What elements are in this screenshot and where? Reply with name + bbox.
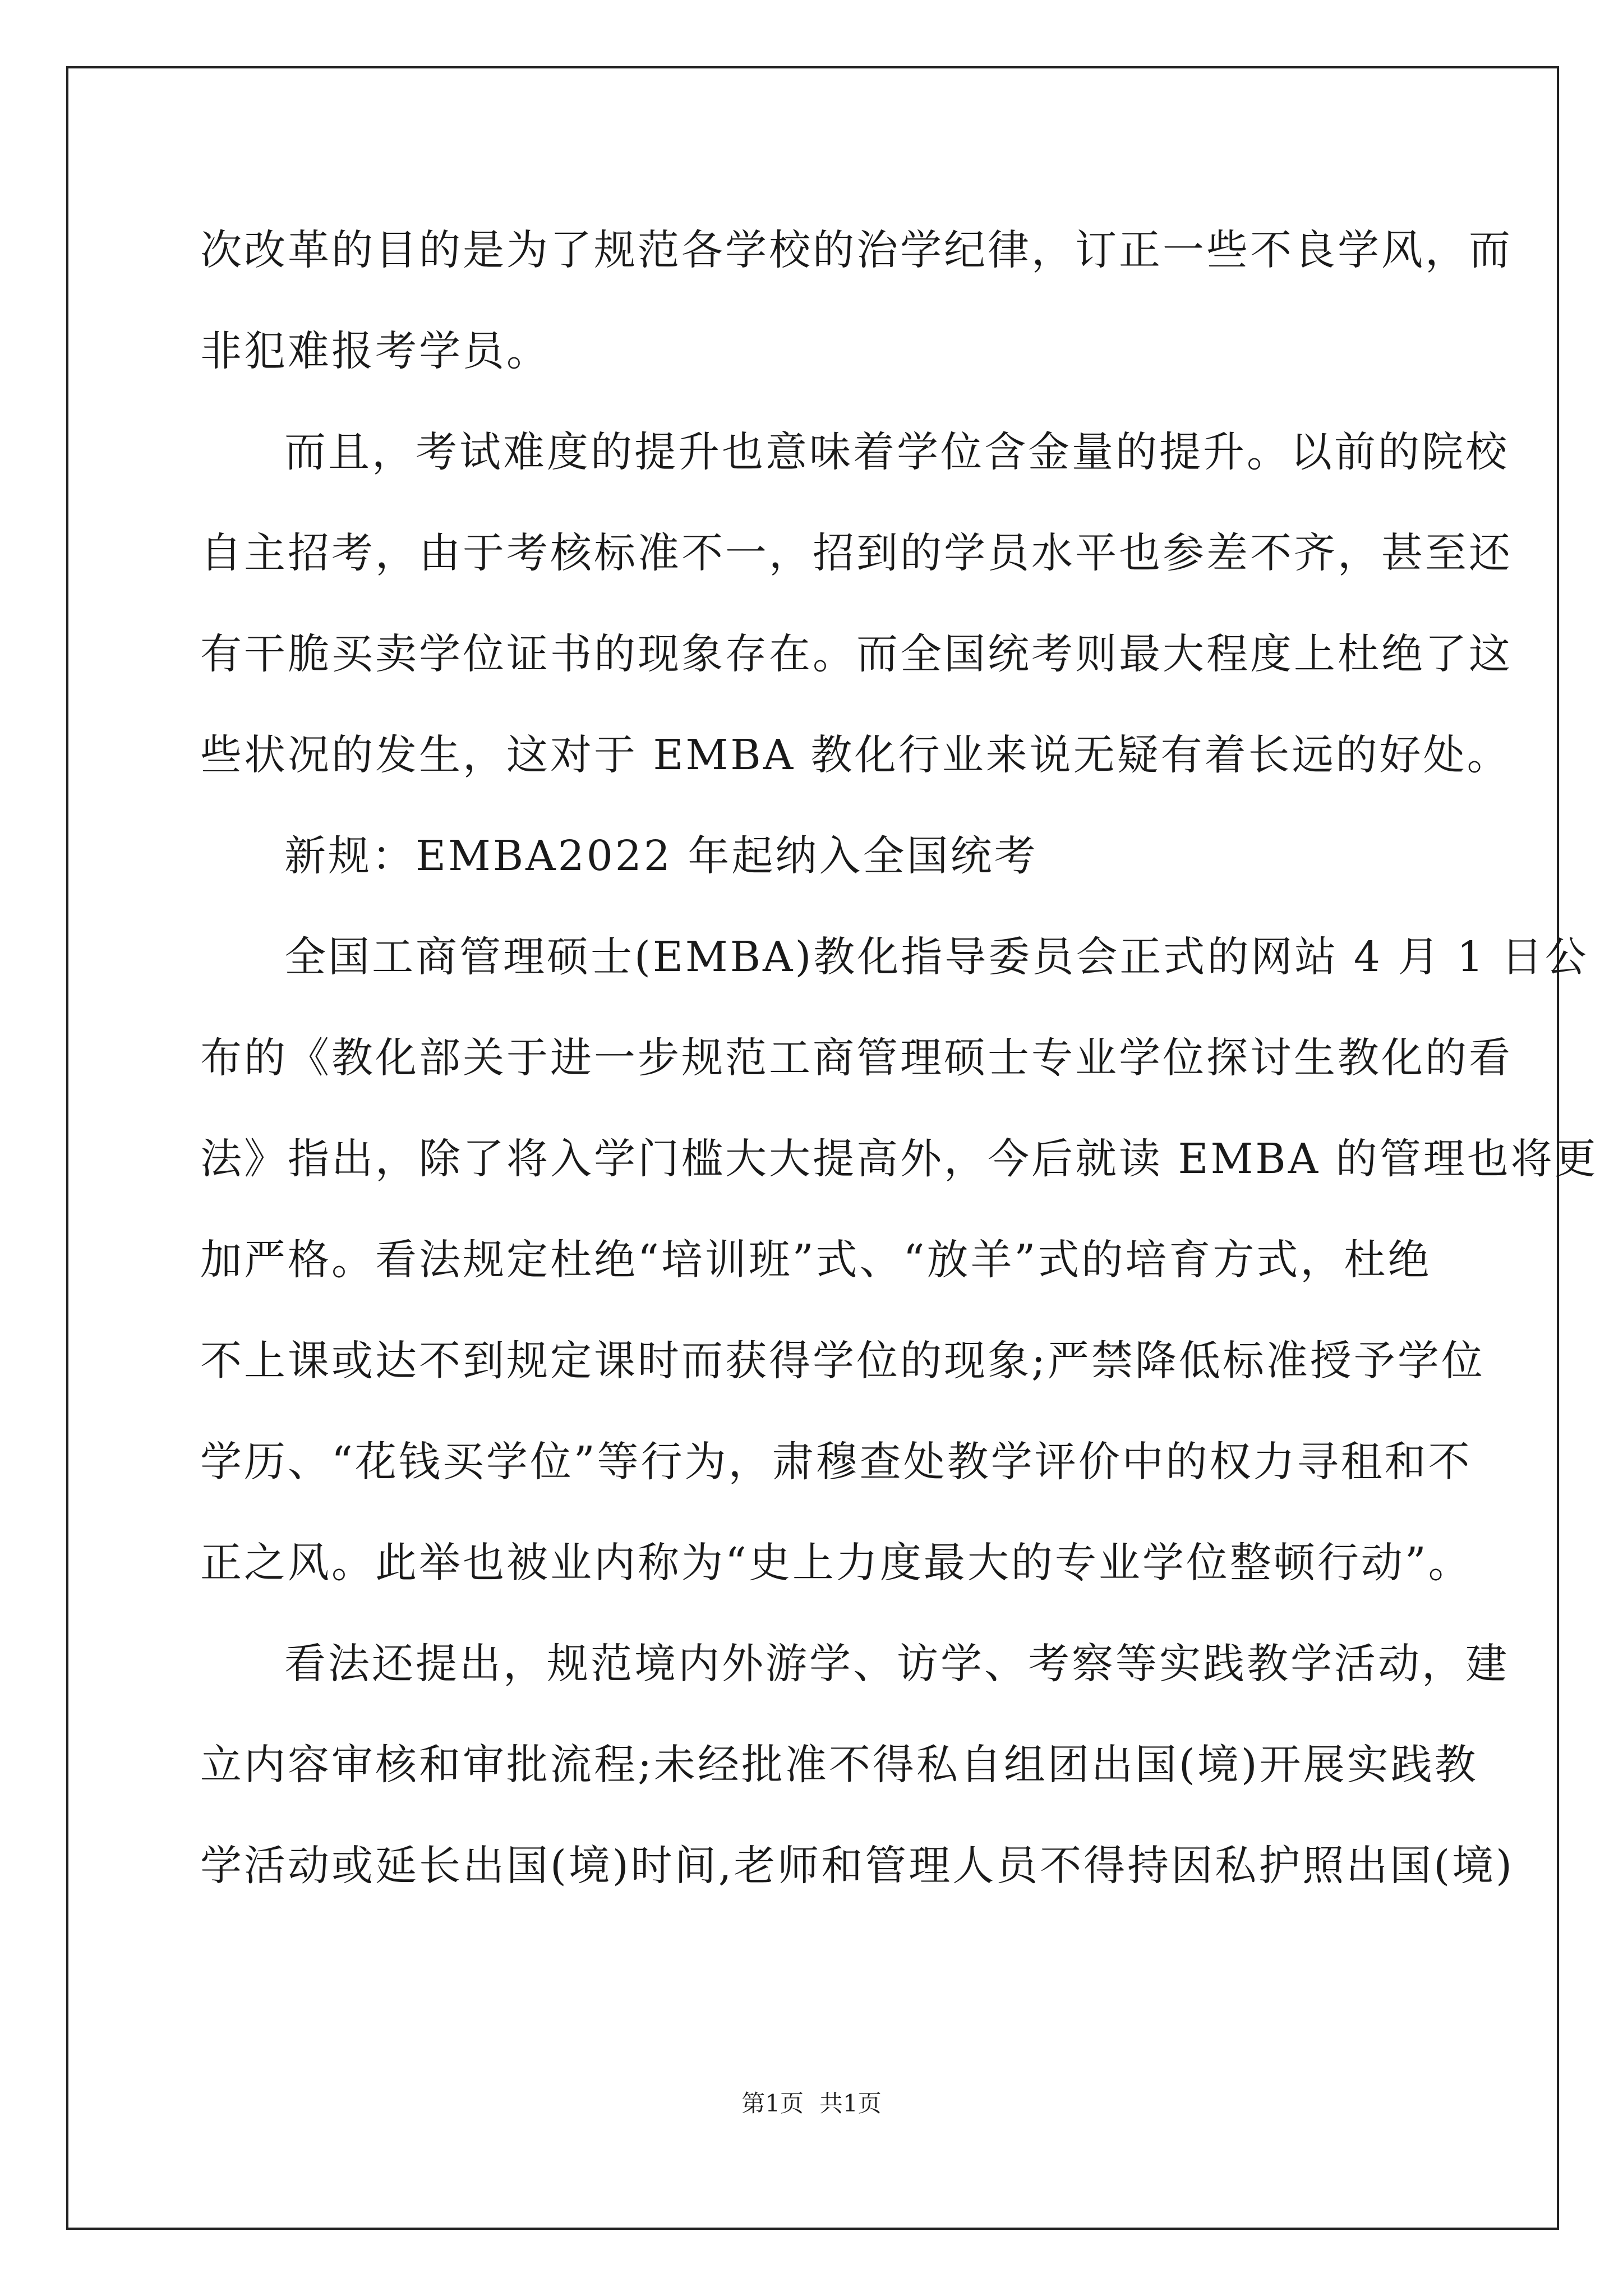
text-line: 学活动或延长出国(境)时间,老师和管理人员不得持因私护照出国(境) <box>200 1842 1514 1890</box>
text-line: 布的《教化部关于进一步规范工商管理硕士专业学位探讨生教化的看 <box>200 1034 1513 1082</box>
text-line: 正之风。此举也被业内称为“史上力度最大的专业学位整顿行动”。 <box>200 1539 1472 1587</box>
text-line: 立内容审核和审批流程;未经批准不得私自组团出国(境)开展实践教 <box>200 1741 1478 1789</box>
text-line: 自主招考，由于考核标准不一，招到的学员水平也参差不齐，甚至还 <box>200 529 1513 577</box>
section-heading: 新规：EMBA2022 年起纳入全国统考 <box>284 832 1038 880</box>
text-line: 非犯难报考学员。 <box>200 327 550 375</box>
text-line: 而且，考试难度的提升也意味着学位含金量的提升。以前的院校 <box>284 428 1509 476</box>
text-line: 次改革的目的是为了规范各学校的治学纪律，订正一些不良学风，而 <box>200 226 1513 274</box>
page-number: 第1页 <box>741 2090 804 2117</box>
text-line: 看法还提出，规范境内外游学、访学、考察等实践教学活动，建 <box>284 1640 1509 1688</box>
text-line: 有干脆买卖学位证书的现象存在。而全国统考则最大程度上杜绝了这 <box>200 630 1513 678</box>
page-total: 共1页 <box>819 2090 882 2117</box>
page-footer <box>0 2085 1623 2119</box>
text-line: 加严格。看法规定杜绝“培训班”式、“放羊”式的培育方式，杜绝 <box>200 1236 1432 1284</box>
text-line: 全国工商管理硕士(EMBA)教化指导委员会正式的网站 4 月 1 日公 <box>284 933 1589 981</box>
text-line: 些状况的发生，这对于 EMBA 教化行业来说无疑有着长远的好处。 <box>200 731 1511 779</box>
text-line: 学历、“花钱买学位”等行为，肃穆查处教学评价中的权力寻租和不 <box>200 1438 1472 1486</box>
document-body <box>200 200 1598 1916</box>
text-line: 法》指出，除了将入学门槛大大提高外，今后就读 EMBA 的管理也将更 <box>200 1135 1598 1183</box>
text-line: 不上课或达不到规定课时而获得学位的现象;严禁降低标准授予学位 <box>200 1337 1485 1385</box>
